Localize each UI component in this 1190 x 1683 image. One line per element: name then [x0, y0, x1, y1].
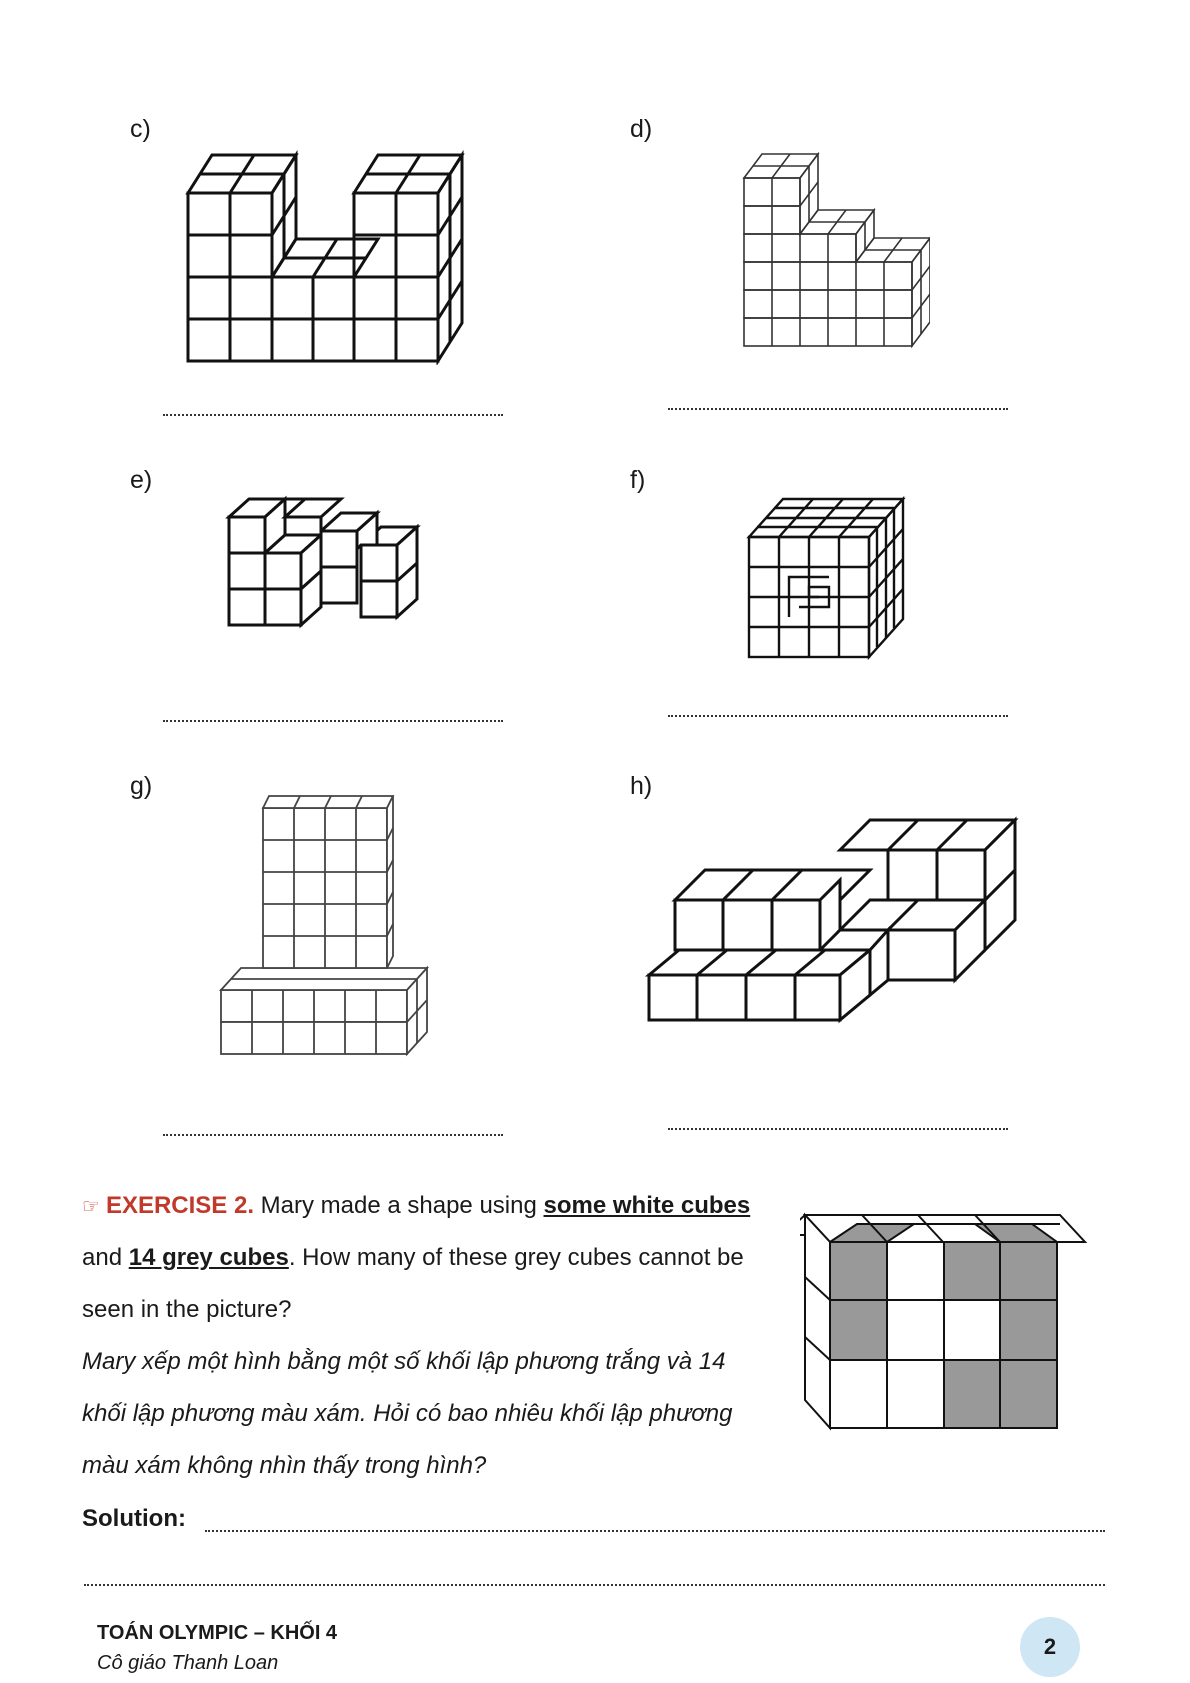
exercise-text: and [82, 1244, 129, 1271]
cube-figure-e [225, 495, 435, 670]
exercise-2-text [82, 1180, 782, 1492]
cube-figure-f [745, 495, 915, 665]
cube-figure-c [180, 145, 490, 365]
figure-label-f: f) [630, 466, 646, 494]
figure-label-c: c) [130, 115, 151, 143]
answer-line-f[interactable] [668, 715, 1008, 717]
answer-line-c[interactable] [163, 414, 503, 416]
page-number-badge: 2 [1020, 1617, 1080, 1677]
cube-figure-d [740, 150, 930, 360]
cube-figure-g [215, 790, 465, 1060]
exercise-text: seen in the picture? [82, 1296, 292, 1323]
answer-line-e[interactable] [163, 720, 503, 722]
solution-line-1[interactable] [205, 1530, 1105, 1532]
exercise-text-vi: khối lập phương màu xám. Hỏi có bao nhiêu khối lập phương [82, 1400, 733, 1427]
exercise-text: . How many of these grey cubes cannot be [288, 1244, 744, 1271]
figure-label-g: g) [130, 772, 153, 800]
exercise-2-title: EXERCISE 2. [105, 1192, 254, 1219]
grey-white-cube-figure [800, 1210, 1100, 1435]
solution-line-2[interactable] [84, 1584, 1105, 1586]
figure-label-h: h) [630, 772, 653, 800]
exercise-text-vi: màu xám không nhìn thấy trong hình? [82, 1452, 487, 1479]
answer-line-d[interactable] [668, 408, 1008, 410]
pointing-hand-icon: ☞ [82, 1196, 100, 1218]
emphasis-white-cubes: some white cubes [543, 1192, 751, 1219]
emphasis-grey-cubes: 14 grey cubes [128, 1244, 289, 1271]
figure-label-e: e) [130, 466, 153, 494]
answer-line-h[interactable] [668, 1128, 1008, 1130]
footer-title: TOÁN OLYMPIC – KHỐI 4 [97, 1622, 338, 1644]
solution-label: Solution: [82, 1505, 186, 1532]
figure-label-d: d) [630, 115, 653, 143]
exercise-text: Mary made a shape using [254, 1192, 544, 1219]
cube-figure-h [645, 800, 1025, 1025]
footer-subtitle: Cô giáo Thanh Loan [97, 1652, 279, 1674]
exercise-text-vi: Mary xếp một hình bằng một số khối lập phương trắng và 14 [82, 1348, 726, 1375]
answer-line-g[interactable] [163, 1134, 503, 1136]
